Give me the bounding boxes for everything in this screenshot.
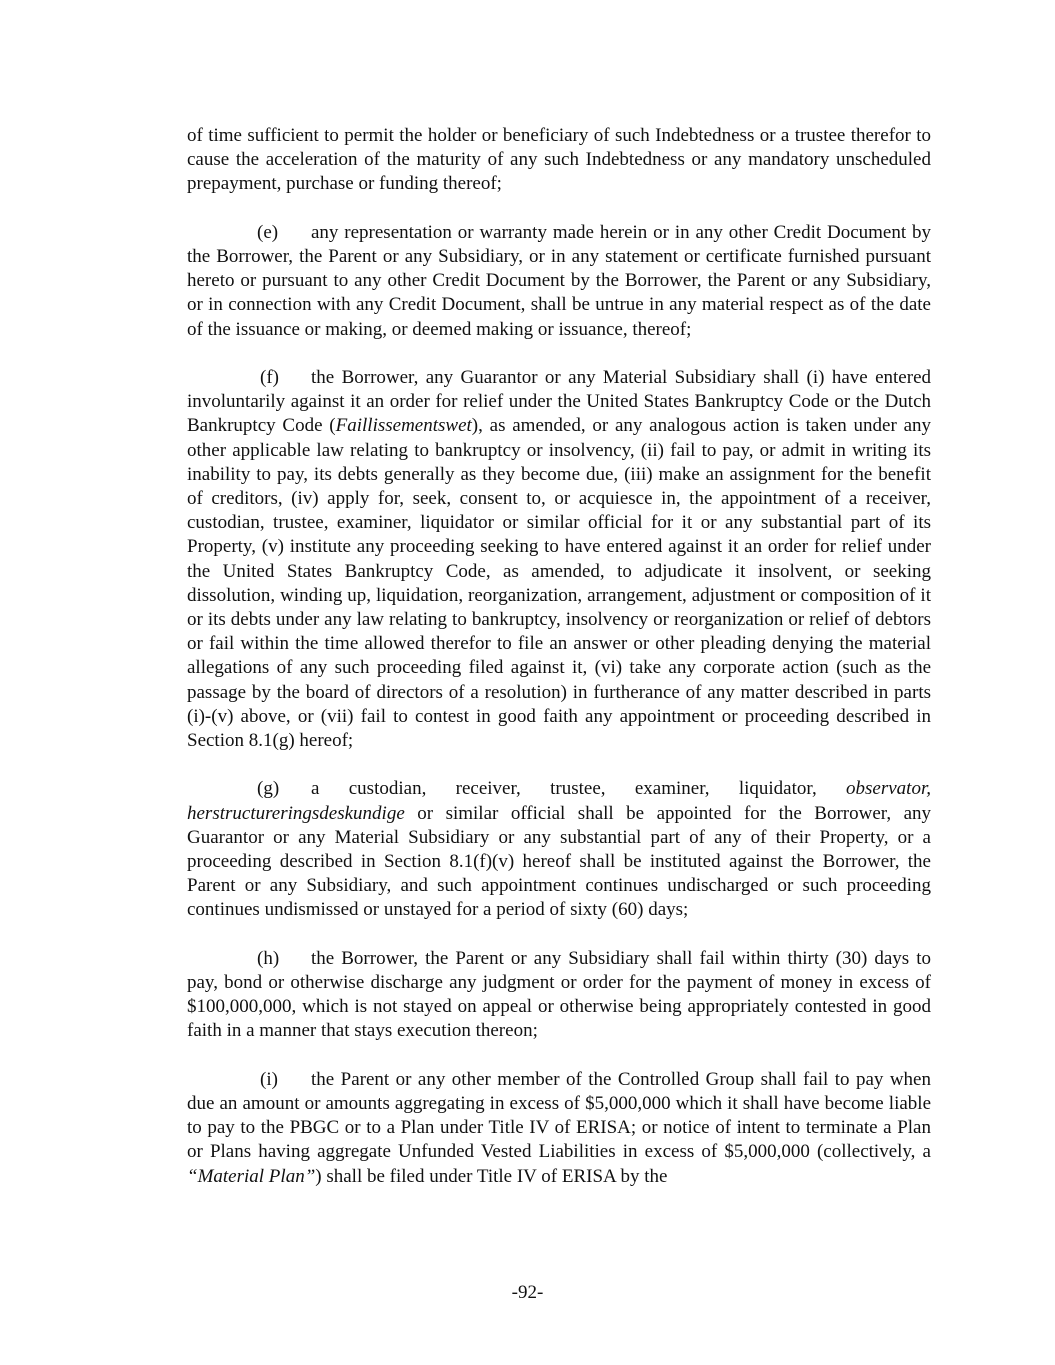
paragraph-h	[187, 947, 931, 1044]
paragraph-f-text-1: the Borrower, any Guarantor or any Material Subsidiary shall (i) have entered involuntarily against it an order for relief under the United States Bankruptcy Code or the Dutch Bankruptcy Code (	[187, 367, 931, 437]
paragraph-continuation-text: of time sufficient to permit the holder or beneficiary of such Indebtedness or a trustee therefor to cause the acceleration of the maturity of any such Indebtedness or any mandatory unscheduled prepayment, purchase or funding thereof;	[187, 125, 931, 195]
paragraph-g	[187, 777, 931, 922]
paragraph-i	[187, 1068, 931, 1189]
paragraph-e-label: (e)	[257, 221, 279, 243]
paragraph-e-text: any representation or warranty made herein or in any other Credit Document by the Borrower, the Parent or any Subsidiary, or in any statement or certificate furnished pursuant hereto or pursuant to any other Credit Document by the Borrower, the Parent or any Subsidiary, or in connection with any Credit Document, shall be untrue in any material respect as of the date of the issuance or making, or deemed making or issuance, thereof;	[187, 221, 931, 340]
paragraph-g-text-2: or similar official shall be appointed for the Borrower, any Guarantor or any Material Subsidiary or any substantial part of any of their Property, or a proceeding described in Section 8.1(f)(v) hereof shall be instituted against the Borrower, the Parent or any Subsidiary, and such appointment continues undischarged or such proceeding continues undismissed or unstayed for a period of sixty (60) days;	[187, 802, 932, 921]
paragraph-f-label: (f)	[260, 367, 279, 388]
paragraph-f	[187, 366, 931, 753]
paragraph-g-italic-term: observator, herstructureringsdeskundige	[187, 778, 932, 824]
paragraph-g-label: (g)	[257, 778, 280, 800]
paragraph-f-italic-term: Faillissementswet	[335, 415, 472, 437]
paragraph-e	[187, 221, 931, 342]
paragraph-g-text-1: a custodian, receiver, trustee, examiner, liquidator,	[311, 778, 817, 800]
page-number: -92-	[511, 1282, 544, 1303]
document-body	[187, 124, 931, 1213]
paragraph-i-text-2: ) shall be filed under Title IV of ERISA by the	[315, 1165, 668, 1187]
paragraph-i-label: (i)	[260, 1068, 278, 1090]
paragraph-i-italic-term: “Material Plan”	[187, 1165, 316, 1187]
paragraph-f-text-2: ), as amended, or any analogous action is taken under any other applicable law relating to bankruptcy or insolvency, (ii) fail to pay, or admit in writing its inability to pay, its debts generally as they become due, (iii) make an assignment for the benefit of creditors, (iv) apply for, seek, consent to, or acquiesce in, the appointment of a receiver, custodian, trustee, examiner, liquidator or similar official for it or any substantial part of its Property, (v) institute any proceeding seeking to have entered against it an order for relief under the United States Bankruptcy Code, as amended, to adjudicate it insolvent, or seeking dissolution, winding up, liquidation, reorganization, arrangement, adjustment or composition of it or its debts under any law relating to bankruptcy, insolvency or reorganization or relief of debtors or fail within the time allowed therefor to file an answer or other pleading denying the material allegations of any such proceeding filed against it, (vi) take any corporate action (such as the passage by the board of directors of a resolution) in furtherance of any matter described in parts (i)-(v) above, or (vii) fail to contest in good faith any appointment or proceeding described in Section 8.1(g) hereof;	[187, 415, 932, 752]
paragraph-continuation	[187, 124, 931, 197]
paragraph-h-text: the Borrower, the Parent or any Subsidiary shall fail within thirty (30) days to pay, bond or otherwise discharge any judgment or order for the payment of money in excess of $100,000,000, which is not stayed on appeal or otherwise being appropriately contested in good faith in a manner that stays execution thereon;	[187, 947, 931, 1042]
paragraph-i-text-1: the Parent or any other member of the Controlled Group shall fail to pay when due an amount or amounts aggregating in excess of $5,000,000 which it shall have become liable to pay to the PBGC or to a Plan under Title IV of ERISA; or notice of intent to terminate a Plan or Plans having aggregate Unfunded Vested Liabilities in excess of $5,000,000 (collectively, a	[187, 1068, 931, 1163]
paragraph-h-label: (h)	[257, 947, 280, 969]
